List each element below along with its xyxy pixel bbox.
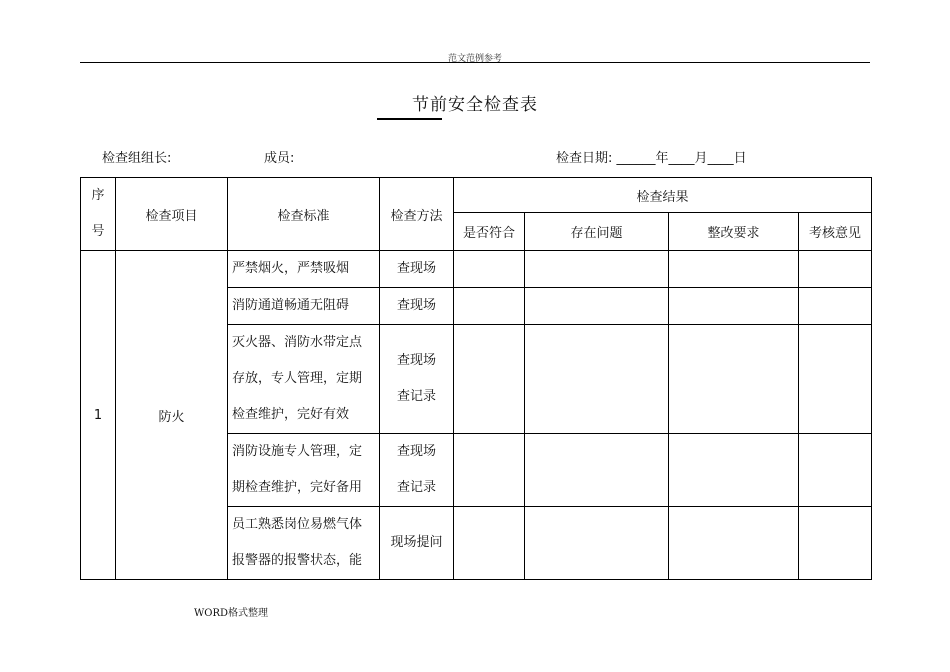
header-method: 检查方法 bbox=[380, 178, 454, 251]
header-result: 检查结果 bbox=[454, 178, 872, 213]
date-label: 检查日期: bbox=[556, 151, 613, 166]
opinion-cell bbox=[799, 288, 872, 325]
date-year-label: 年 bbox=[655, 151, 669, 166]
members-label: 成员: bbox=[264, 151, 295, 166]
standard-line: 消防设施专人管理，定 bbox=[232, 444, 363, 459]
issues-cell bbox=[525, 434, 669, 507]
date-month-label: 月 bbox=[694, 151, 708, 166]
date-day-blank: ____ bbox=[707, 151, 734, 166]
method-line: 查现场 bbox=[396, 444, 436, 459]
row-standard bbox=[228, 288, 380, 325]
page-header: 范文范例参考 bbox=[447, 54, 502, 64]
header-issues: 存在问题 bbox=[525, 213, 669, 251]
standard-line: 存放，专人管理，定期 bbox=[232, 371, 363, 386]
leader-label: 检查组组长: bbox=[102, 151, 172, 166]
rectify-cell bbox=[669, 434, 799, 507]
table-row bbox=[81, 251, 872, 288]
row-method bbox=[380, 434, 454, 507]
opinion-cell bbox=[799, 325, 872, 434]
inspection-date bbox=[556, 147, 747, 166]
header-row-1 bbox=[81, 178, 872, 213]
header-opinion: 考核意见 bbox=[799, 213, 872, 251]
standard-line: 报警器的报警状态，能 bbox=[232, 553, 363, 568]
standard-line: 灭火器、消防水带定点 bbox=[232, 335, 363, 350]
inspection-table bbox=[80, 177, 872, 580]
header-rectify: 整改要求 bbox=[669, 213, 799, 251]
method-line: 查现场 bbox=[396, 353, 436, 368]
issues-cell bbox=[525, 507, 669, 580]
method-line: 查现场 bbox=[396, 261, 436, 276]
row-method bbox=[380, 325, 454, 434]
row-standard bbox=[228, 507, 380, 580]
page-title: 节前安全检查表 bbox=[412, 95, 538, 115]
method-line: 查记录 bbox=[396, 480, 436, 495]
title-underline bbox=[377, 118, 442, 120]
header-seq bbox=[81, 178, 116, 251]
group-item: 防火 bbox=[116, 251, 228, 580]
row-method bbox=[380, 288, 454, 325]
rectify-cell bbox=[669, 325, 799, 434]
standard-line: 严禁烟火，严禁吸烟 bbox=[232, 261, 350, 276]
standard-line: 期检查维护，完好备用 bbox=[232, 480, 363, 495]
header-seq-top: 序 bbox=[91, 188, 105, 203]
method-line: 查现场 bbox=[396, 298, 436, 313]
header-standard: 检查标准 bbox=[228, 178, 380, 251]
header-divider bbox=[80, 62, 870, 63]
issues-cell bbox=[525, 325, 669, 434]
row-standard bbox=[228, 251, 380, 288]
standard-line: 员工熟悉岗位易燃气体 bbox=[232, 517, 363, 532]
standard-line: 消防通道畅通无阻碍 bbox=[232, 298, 350, 313]
rectify-cell bbox=[669, 507, 799, 580]
page-footer: WORD格式整理 bbox=[194, 608, 269, 619]
opinion-cell bbox=[799, 251, 872, 288]
method-line: 查记录 bbox=[396, 389, 436, 404]
row-standard bbox=[228, 325, 380, 434]
issues-cell bbox=[525, 288, 669, 325]
method-line: 现场提问 bbox=[390, 535, 443, 550]
header-item: 检查项目 bbox=[116, 178, 228, 251]
row-standard bbox=[228, 434, 380, 507]
comply-cell bbox=[454, 288, 525, 325]
standard-line: 检查维护，完好有效 bbox=[232, 407, 350, 422]
comply-cell bbox=[454, 325, 525, 434]
date-month-blank: ____ bbox=[668, 151, 695, 166]
comply-cell bbox=[454, 434, 525, 507]
row-method bbox=[380, 251, 454, 288]
opinion-cell bbox=[799, 434, 872, 507]
comply-cell bbox=[454, 507, 525, 580]
header-comply: 是否符合 bbox=[454, 213, 525, 251]
issues-cell bbox=[525, 251, 669, 288]
date-year-blank: ______ bbox=[616, 151, 656, 166]
opinion-cell bbox=[799, 507, 872, 580]
header-seq-bottom: 号 bbox=[91, 224, 105, 239]
date-day-label: 日 bbox=[733, 151, 747, 166]
rectify-cell bbox=[669, 251, 799, 288]
row-method bbox=[380, 507, 454, 580]
group-seq: 1 bbox=[81, 251, 116, 580]
rectify-cell bbox=[669, 288, 799, 325]
comply-cell bbox=[454, 251, 525, 288]
